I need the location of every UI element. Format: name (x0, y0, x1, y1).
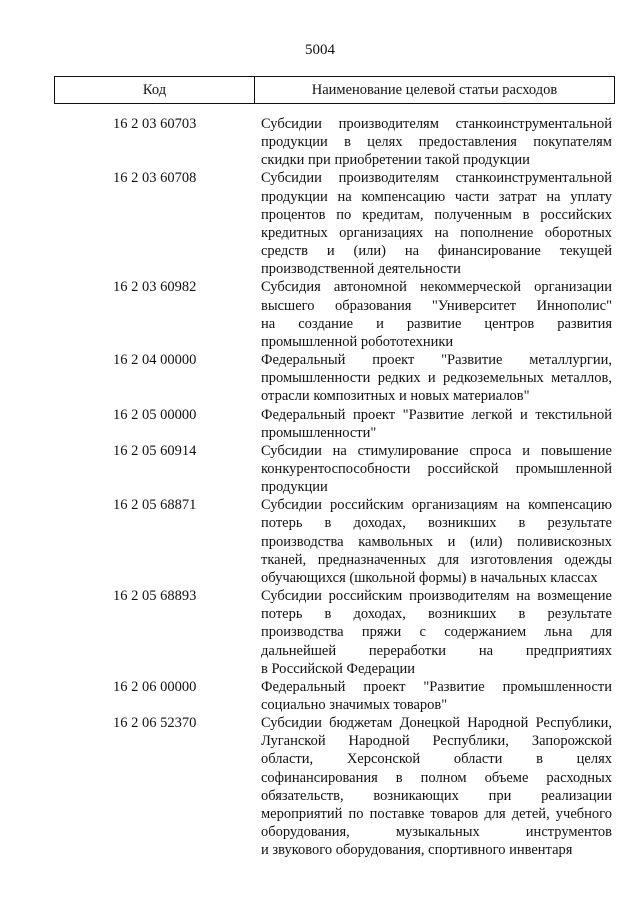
description-line: промышленной робототехники (261, 333, 454, 350)
description-line: Субсидии производителям станкоинструментальной (261, 116, 612, 132)
table-row (0, 406, 640, 442)
description-line: мероприятий по поставке товаров для детей, учебного (261, 805, 612, 822)
table-row (0, 714, 640, 859)
table-row (0, 678, 640, 714)
table-row (0, 351, 640, 405)
item-code: 16 2 06 00000 (113, 678, 197, 695)
description-line: области, Херсонской области в целях (261, 751, 612, 768)
item-code: 16 2 03 60708 (113, 170, 197, 187)
name-column-header: Наименование целевой статьи расходов (311, 81, 558, 98)
description-line: промышленности" (261, 424, 377, 441)
description-line: Субсидии российским производителям на возмещение (261, 588, 612, 605)
table-row (0, 587, 640, 678)
table-header (54, 76, 615, 104)
description-line: социально значимых товаров" (261, 697, 448, 713)
item-description (261, 587, 612, 678)
description-line: конкурентоспособности российской промышленной (261, 460, 612, 477)
description-line: высшего образования "Университет Иннополис" (261, 297, 612, 314)
description-line: кредитных организациях на пополнение оборотных (261, 224, 612, 241)
description-line: в Российской Федерации (261, 660, 416, 677)
description-line: продукции в целях предоставления покупателям (261, 134, 612, 151)
item-code: 16 2 03 60703 (113, 116, 197, 132)
table-row (0, 496, 640, 587)
description-line: потерь в доходах, возникших в результате (261, 515, 612, 532)
description-line: процентов по кредитам, полученным в российских (261, 206, 612, 223)
item-code: 16 2 04 00000 (113, 352, 197, 369)
item-code: 16 2 03 60982 (113, 279, 197, 296)
description-line: Федеральный проект "Развитие металлургии, (261, 352, 612, 369)
item-description (261, 115, 612, 169)
description-line: Субсидии бюджетам Донецкой Народной Республики, (261, 715, 612, 732)
item-code: 16 2 05 00000 (113, 406, 197, 423)
description-line: Субсидия автономной некоммерческой организации (261, 279, 612, 296)
item-description (261, 406, 612, 442)
description-line: потерь в доходах, возникших в результате (261, 606, 612, 623)
description-line: обязательств, возникающих при реализации (261, 787, 612, 804)
description-line: продукции на компенсацию части затрат на уплату (261, 188, 612, 205)
description-line: Субсидии российским организациям на компенсацию (261, 497, 612, 514)
description-line: софинансирования в полном объеме расходных (261, 769, 612, 786)
item-description (261, 678, 612, 714)
table-row (0, 278, 640, 351)
table-row (0, 115, 640, 169)
description-line: скидки при приобретении такой продукции (261, 152, 530, 169)
item-description (261, 442, 612, 496)
description-line: Федеральный проект "Развитие промышленности (261, 678, 612, 695)
description-line: тканей, предназначенных для изготовления одежды (261, 551, 612, 568)
description-line: производства камвольных и (или) поливискозных (261, 533, 612, 550)
page-number: 5004 (305, 42, 335, 58)
description-line: продукции (261, 479, 328, 496)
description-line: Субсидии на стимулирование спроса и повышение (261, 442, 612, 459)
code-column-header: Код (55, 77, 255, 103)
table-row (0, 169, 640, 278)
description-line: Субсидии производителям станкоинструментальной (261, 170, 612, 187)
description-line: оборудования, музыкальных инструментов (261, 824, 612, 841)
description-line: средств и (или) на финансирование текущей (261, 243, 612, 260)
item-description (261, 351, 612, 405)
description-line: дальнейшей переработки на предприятиях (261, 642, 612, 659)
item-description (261, 714, 612, 859)
description-line: на создание и развитие центров развития (261, 315, 612, 332)
item-description (261, 496, 612, 587)
table-row (0, 442, 640, 496)
item-code: 16 2 05 68871 (113, 497, 197, 514)
description-line: обучающихся (школьной формы) в начальных классах (261, 569, 598, 586)
expense-items-list (0, 115, 640, 859)
description-line: промышленности редких и редкоземельных металлов, (261, 370, 612, 387)
description-line: производственной деятельности (261, 261, 461, 278)
description-line: Федеральный проект "Развитие легкой и текстильной (261, 406, 612, 423)
description-line: производства пряжи с содержанием льна для (261, 624, 612, 641)
item-code: 16 2 06 52370 (113, 715, 197, 732)
description-line: и звукового оборудования, спортивного инвентаря (261, 842, 573, 859)
item-description (261, 169, 612, 278)
description-line: Луганской Народной Республики, Запорожской (261, 733, 612, 750)
item-code: 16 2 05 68893 (113, 588, 197, 605)
description-line: отрасли композитных и новых материалов" (261, 388, 530, 405)
item-code: 16 2 05 60914 (113, 442, 197, 459)
item-description (261, 278, 612, 351)
